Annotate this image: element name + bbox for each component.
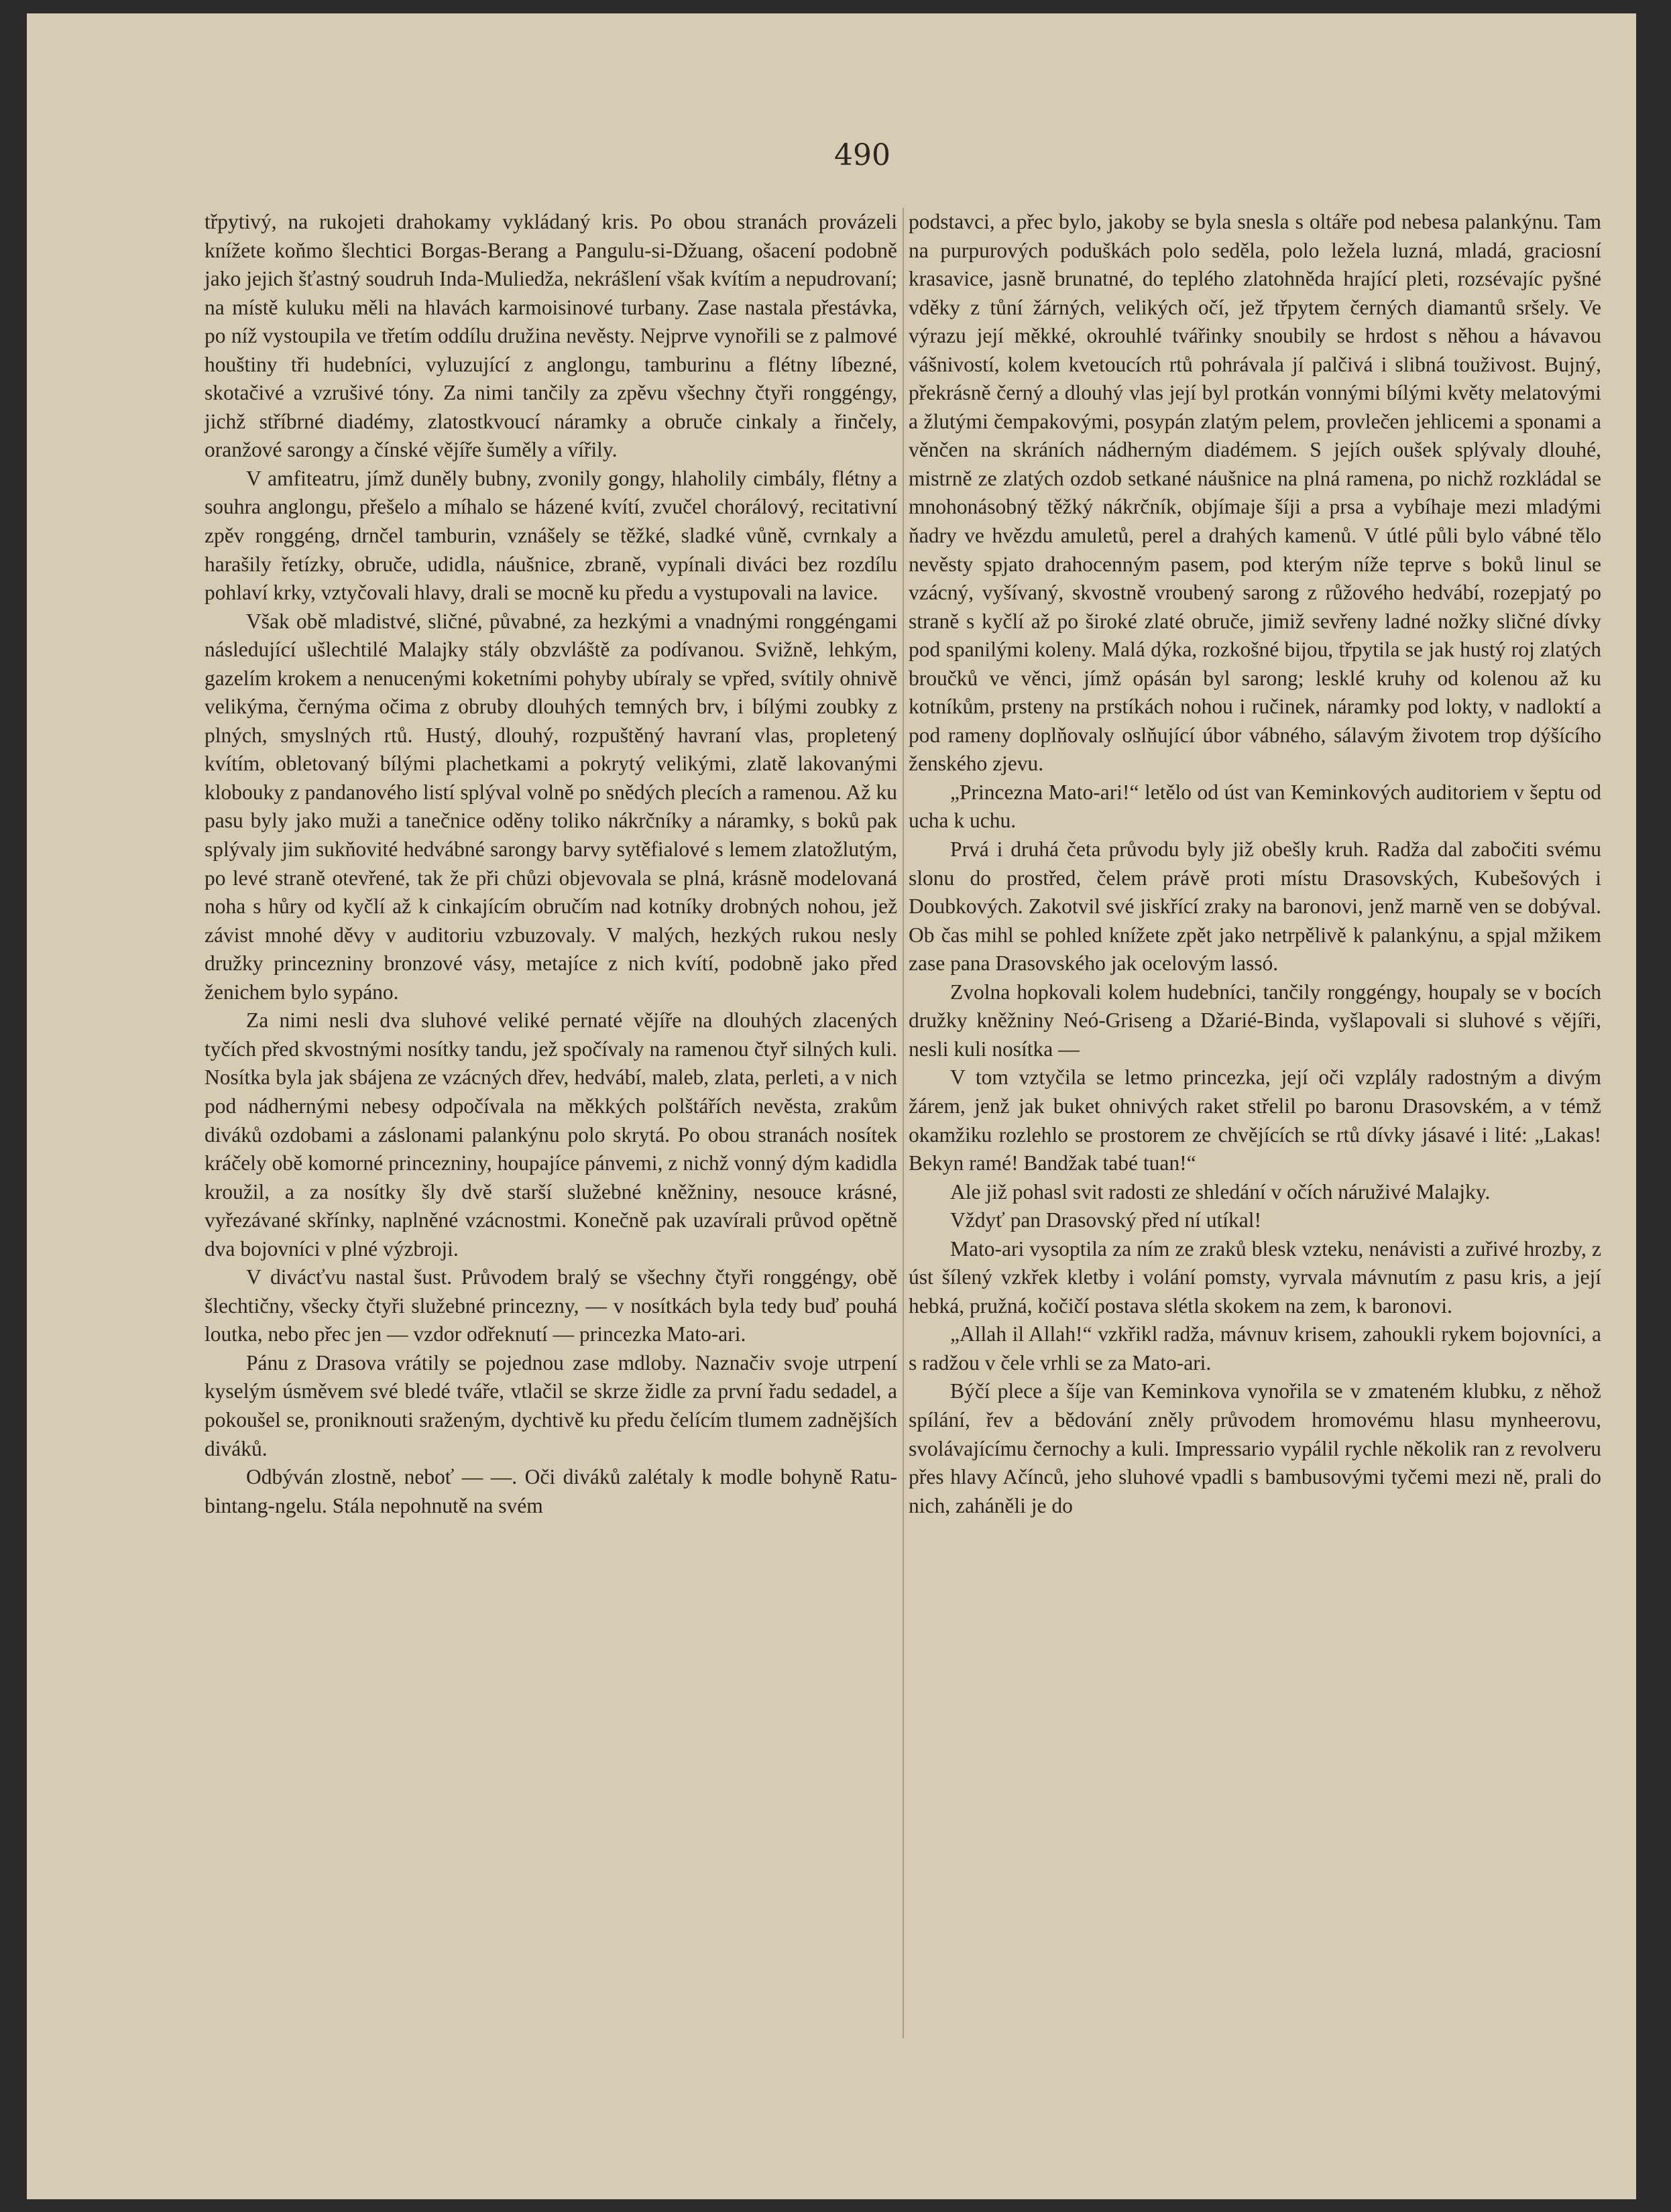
paragraph: Odbýván zlostně, neboť — —. Oči diváků zalétaly k modle bohyně Ratu-bintang-ngelu. Stála nepohnutě na svém	[205, 1465, 897, 1517]
book-page	[27, 13, 1636, 2199]
paragraph: V tom vztyčila se letmo princezka, její oči vzplály radostným a divým žárem, jenž jak buket ohnivých raket střelil po baronu Drasovském, a v témž okamžiku rozlehlo se prostorem ze chvějících se rtů dívky jásavé i lité: „Lakas! Bekyn ramé! Bandžak tabé tuan!“	[909, 1065, 1601, 1175]
paragraph: třpytivý, na rukojeti drahokamy vykládaný kris. Po obou stranách provázeli knížete koňmo šlechtici Borgas-Berang a Pangulu-si-Džuang, ošacení podobně jako jejich šťastný soudruh Inda-Muliedža, nekrášlení však kvítím a nepudrovaní; na místě kuluku měli na hlavách karmoisinové turbany. Zase nastala přestávka, po níž vystoupila ve třetím oddílu družina nevěsty. Nejprve vynořili se z palmové houštiny tři hudebníci, vyluzující z anglongu, tamburinu a flétny líbezné, skotačivé a vzrušivé tóny. Za nimi tančily za zpěvu všechny čtyři ronggéngy, jichž stříbrné diadémy, zlatostkvoucí náramky a obruče cinkaly a řinčely, oranžové sarongy a čínské vějíře šuměly a vířily.	[205, 210, 897, 462]
paragraph: Vždyť pan Drasovský před ní utíkal!	[950, 1208, 1261, 1232]
paragraph: podstavci, a přec bylo, jakoby se byla snesla s oltáře pod nebesa palankýnu. Tam na purpurových poduškách polo seděla, polo ležela luzná, mladá, graciosní krasavice, jasně brunatné, do teplého zlatohněda hrající pleti, rozsévajíc pyšné vděky z tůní žárných, velikých očí, jež třpytem černých diamantů sršely. Ve výrazu její měkké, okrouhlé tvářinky snoubily se hrdost s něhou a hávavou vášnivostí, kolem kvetoucích rtů pohrávala jí palčivá i slibná touživost. Bujný, překrásně černý a dlouhý vlas její byl protkán vonnými bílými květy melatovými a žlutými čempakovými, posypán zlatým pelem, provlečen jehlicemi a sponami a věnčen na skráních nádherným diadémem. S jejích oušek splývaly dlouhé, mistrně ze zlatých ozdob setkané náušnice na plná ramena, po nichž rozkládal se mnohonásobný těžký nákrčník, objímaje šíji a prsa a vybíhaje mezi mladými ňadry ve hvězdu amuletů, perel a drahých kamenů. V útlé půli bylo vábné tělo nevěsty spjato drahocenným pasem, pod kterým níže teprve s boků linul se vzácný, vyšívaný, skvostně vroubený sarong z růžového hedvábí, rozepjatý po straně s kyčlí až po široké zlaté obruče, jimiž sevřeny ladné nožky sličné dívky pod spanilými koleny. Malá dýka, rozkošné bijou, třpytila se jak hustý roj zlatých broučků ve věnci, jímž opásán byl sarong; lesklé kruhy od kolenou až ku kotníkům, prsteny na prstíkách nohou i ručinek, náramky pod lokty, v nadloktí a pod rameny doplňovaly oslňující úbor vábného, sálavým životem trop dýšícího ženského zjevu.	[909, 210, 1601, 776]
paragraph: Za nimi nesli dva sluhové veliké pernaté vějíře na dlouhých zlacených tyčích před skvostnými nosítky tandu, jež spočívaly na ramenou čtyř silných kuli. Nosítka byla jak sbájena ze vzácných dřev, hedvábí, maleb, zlata, perleti, a v nich pod nádhernými nebesy odpočívala na měkkých polštářích nevěsta, zrakům diváků ozdobami a záslonami palankýnu polo skrytá. Po obou stranách nosítek kráčely obě komorné princezniny, houpajíce pánvemi, z nichž vonný dým kadidla kroužil, a za nosítky šly dvě starší služebné kněžniny, nesouce krásné, vyřezávané skřínky, naplněné vzácnostmi. Konečně pak uzavírali průvod opětně dva bojovníci v plné výzbroji.	[205, 1008, 897, 1261]
paragraph: „Princezna Mato-ari!“ letělo od úst van Keminkových auditoriem v šeptu od ucha k uchu.	[909, 780, 1601, 833]
paragraph: Prvá i druhá četa průvodu byly již obešly kruh. Radža dal zabočiti svému slonu do prostřed, čelem právě proti místu Drasovských, Kubešových i Doubkových. Zakotvil své jiskřící zraky na baronovi, jenž marně ven se dobýval. Ob čas mihl se pohled knížete zpět jako netrpělivě k palankýnu, a spjal mžikem zase pana Drasovského jak ocelovým lassó.	[909, 837, 1601, 976]
left-column	[205, 208, 897, 1520]
paragraph: Zvolna hopkovali kolem hudebníci, tančily ronggéngy, houpaly se v bocích družky kněžniny Neó-Griseng a Džarié-Binda, vyšlapovali si sluhové s vějíři, nesli kuli nosítka —	[909, 980, 1601, 1061]
paragraph: Býčí plece a šíje van Keminkova vynořila se v zmateném klubku, z něhož spílání, řev a bědování zněly průvodem hromovému hlasu mynheerovu, svolávajícímu černochy a kuli. Impressario vypálil rychle několik ran z revolveru přes hlavy Ačínců, jeho sluhové vpadli s bambusovými tyčemi mezi ně, prali do nich, zaháněli je do	[909, 1379, 1601, 1517]
paragraph: V amfiteatru, jímž duněly bubny, zvonily gongy, hlaholily cimbály, flétny a souhra anglongu, přešelo a míhalo se házené kvítí, zvučel chorálový, recitativní zpěv ronggéng, drnčel tamburin, vznášely se těžké, sladké vůně, cvrnkaly a harašily řetízky, obruče, udidla, náušnice, zbraně, vypínali diváci bez rozdílu pohlaví krky, vztyčovali hlavy, drali se mocně ku předu a vystupovali na lavice.	[205, 466, 897, 605]
paragraph: V divácťvu nastal šust. Průvodem bralý se všechny čtyři ronggéngy, obě šlechtičny, všecky čtyři služebné princezny, — v nosítkách byla tedy buď pouhá loutka, nebo přec jen — vzdor odřeknutí — princezka Mato-ari.	[205, 1265, 897, 1346]
paragraph: „Allah il Allah!“ vzkřikl radža, mávnuv krisem, zahoukli rykem bojovníci, a s radžou v čele vrhli se za Mato-ari.	[909, 1322, 1601, 1375]
page-number: 490	[834, 138, 890, 172]
right-column	[909, 208, 1601, 1520]
paragraph: Mato-ari vysoptila za ním ze zraků blesk vzteku, nenávisti a zuřivé hrozby, z úst šílený vzkřek kletby i volání pomsty, vyrvala mávnutím z pasu kris, a její hebká, pružná, kočičí postava slétla skokem na zem, k baronovi.	[909, 1236, 1601, 1318]
paragraph: Pánu z Drasova vrátily se pojednou zase mdloby. Naznačiv svoje utrpení kyselým úsměvem své bledé tváře, vtlačil se skrze židle za první řadu sedadel, a pokoušel se, proniknouti sraženým, dychtivě ku předu čelícím tlumem zadnějších diváků.	[205, 1350, 897, 1460]
paragraph: Ale již pohasl svit radosti ze shledání v očích náruživé Malajky.	[950, 1179, 1491, 1204]
column-divider	[903, 208, 904, 2038]
paragraph: Však obě mladistvé, sličné, půvabné, za hezkými a vnadnými ronggéngami následující ušlechtilé Malajky stály obzvláště za podívanou. Svižně, lehkým, gazelím krokem a nenucenými koketními pohyby ubíraly se vpřed, svítily ohnivě velikýma, černýma očima z obruby dlouhých temných brv, i bílými zoubky z plných, smyslných rtů. Hustý, dlouhý, rozpuštěný havraní vlas, propletený kvítím, obletovaný bílými plachetkami a pokrytý velikými, zlatě lakovanými klobouky z pandanového listí splýval volně po snědých plecích a ramenou. Až ku pasu byly jako muži a tanečnice oděny toliko nákrčníky a náramky, s boků pak splývaly jim sukňovité hedvábné sarongy barvy sytěfialové s lemem zlatožlutým, po levé straně otevřené, tak že při chůzi objevovala se plná, krásně modelovaná noha s hůry od kyčlí až k cinkajícím obručím nad kotníky drobných nohou, jež závist mnohé děvy v auditoriu vzbuzovaly. V malých, hezkých rukou nesly družky princezniny bronzové vásy, metajíce z nich kvítí, podobně jako před ženichem bylo sypáno.	[205, 609, 897, 1004]
